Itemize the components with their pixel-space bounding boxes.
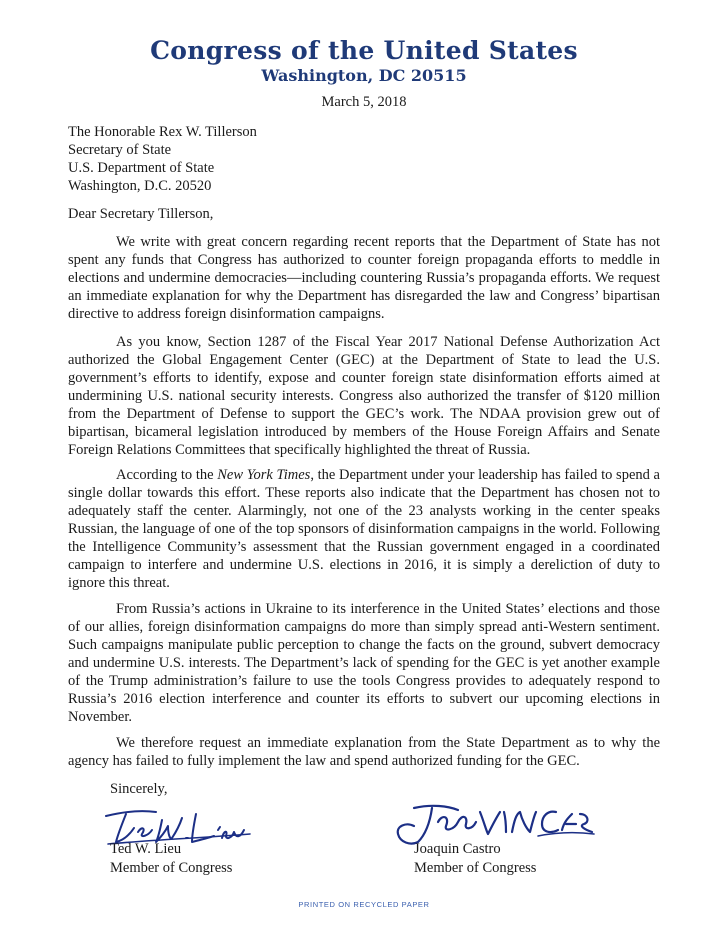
body-paragraph-2 xyxy=(68,333,660,459)
letterhead-address: Washington, DC 20515 xyxy=(261,66,467,85)
paragraph-3-text-start: According to the xyxy=(116,467,218,483)
recipient-name: The Honorable Rex W. Tillerson xyxy=(68,124,257,140)
signer-2-title: Member of Congress xyxy=(414,860,537,876)
signer-1-title: Member of Congress xyxy=(110,860,233,876)
body-paragraph-1 xyxy=(68,233,660,323)
signer-1-name: Ted W. Lieu xyxy=(110,841,182,857)
recipient-department: U.S. Department of State xyxy=(68,160,215,176)
paragraph-2-text: As you know, Section 1287 of the Fiscal Year 2017 National Defense Authorization Act authorized the Global Engagement Center (GEC) at the Department of State to lead the U.S. government’s efforts to identify, expose and counter foreign state disinformation efforts aimed at undermining U.S. national security interests. Congress also authorized the transfer of $120 million from the Department of Defense to support the GEC’s work. The NDAA provision grew out of bipartisan, bicameral legislation introduced by members of the House Foreign Affairs and Senate Foreign Relations Committees that specifically highlighted the threat of Russia. xyxy=(68,334,660,458)
signer-joaquin-castro xyxy=(414,840,536,878)
paragraph-5-text: We therefore request an immediate explanation from the State Department as to why the agency has failed to fully implement the law and spend authorized funding for the GEC. xyxy=(68,735,660,769)
signer-2-name: Joaquin Castro xyxy=(414,841,501,857)
recipient-title: Secretary of State xyxy=(68,142,172,158)
signer-ted-lieu xyxy=(110,840,232,878)
newspaper-title: New York Times xyxy=(217,467,311,483)
salutation: Dear Secretary Tillerson, xyxy=(68,206,214,222)
recycled-paper-notice: PRINTED ON RECYCLED PAPER xyxy=(298,900,430,909)
body-paragraph-4 xyxy=(68,600,660,726)
recipient-city: Washington, D.C. 20520 xyxy=(68,178,212,194)
body-paragraph-5 xyxy=(68,734,660,770)
letterhead-title: Congress of the United States xyxy=(150,36,578,65)
paragraph-1-text: We write with great concern regarding recent reports that the Department of State has not spent any funds that Congress has authorized to counter foreign propaganda efforts to meddle in elections and undermine democracies—including countering Russia’s propaganda efforts. We request an immediate explanation for why the Department has disregarded the law and Congress’ bipartisan directive to address foreign disinformation campaigns. xyxy=(68,234,660,322)
paragraph-3-text-rest: , the Department under your leadership has failed to spend a single dollar towards this effort. These reports also indicate that the Department has chosen not to adequately staff the center. Alarmingly, not one of the 23 analysts working in the center speaks Russian, the language of one of the top sponsors of disinformation campaigns in the world. Following the Intelligence Community’s assessment that the Russian government engaged in a coordinated campaign to interfere and undermine U.S. elections in 2016, it is simply a dereliction of duty to ignore this threat. xyxy=(68,467,660,591)
closing: Sincerely, xyxy=(110,781,168,797)
letter-date: March 5, 2018 xyxy=(321,94,407,110)
body-paragraph-3 xyxy=(68,466,660,592)
recipient-address xyxy=(68,123,468,195)
paragraph-4-text: From Russia’s actions in Ukraine to its interference in the United States’ elections and those of our allies, foreign disinformation campaigns do more than simply spread anti-Western sentiment. Such campaigns manipulate public perception to change the facts on the ground, subvert democracy and undermine U.S. interests. The Department’s lack of spending for the GEC is yet another example of the Trump administration’s failure to use the tools Congress provides to adequately respond to Russia’s 2016 election interference and counter its efforts to subvert our upcoming elections in November. xyxy=(68,601,660,725)
